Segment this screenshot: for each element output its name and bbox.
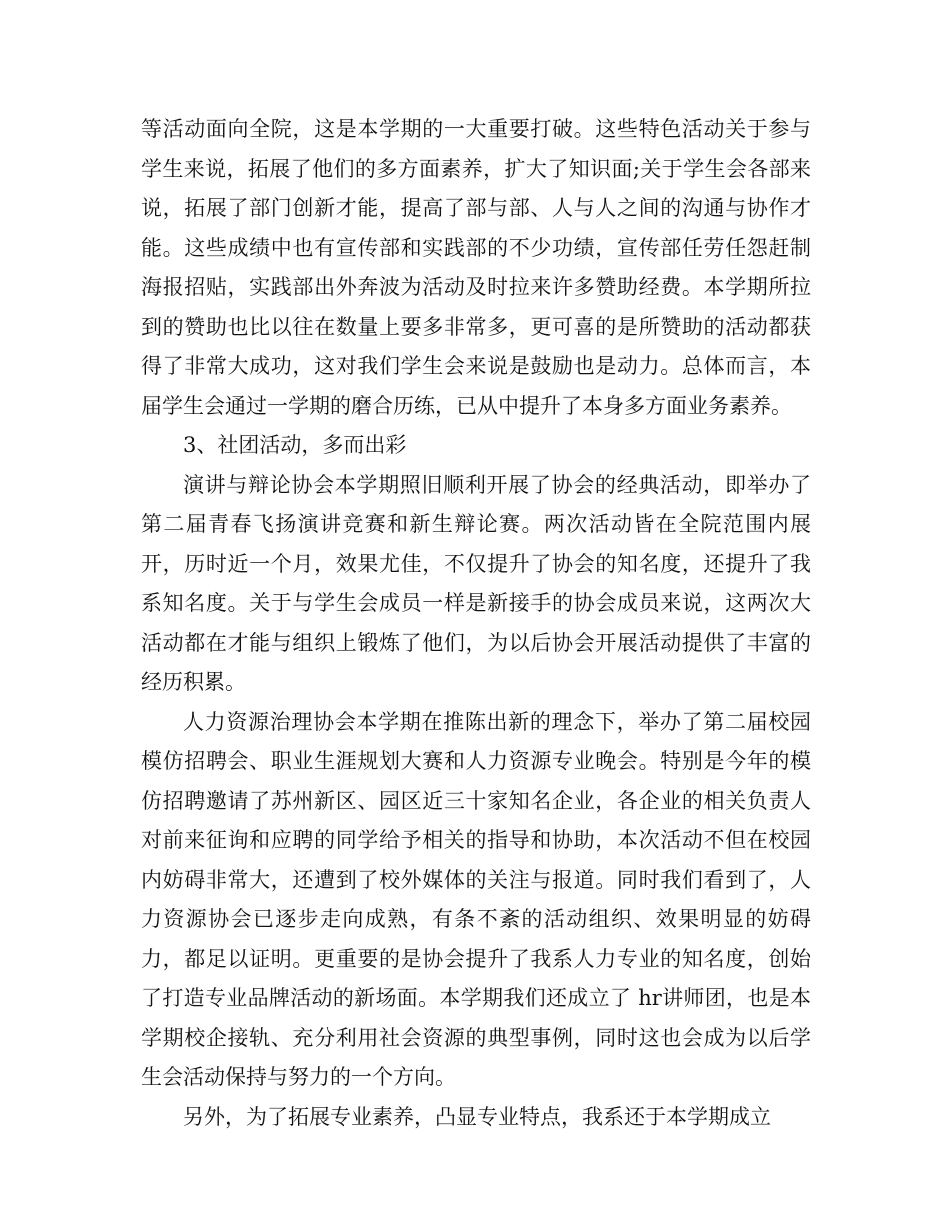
paragraph-intro-continued: 等活动面向全院，这是本学期的一大重要打破。这些特色活动关于参与学生来说，拓展了他们的多方面素养，扩大了知识面;关于学生会各部来说，拓展了部门创新才能，提高了部与部、人与人之间的沟通与协作才能。这些成绩中也有宣传部和实践部的不少功绩，宣传部任劳任怨赶制海报招贴，实践部出外奔波为活动及时拉来许多赞助经费。本学期所拉到的赞助也比以往在数量上要多非常多，更可喜的是所赞助的活动都获得了非常大成功，这对我们学生会来说是鼓励也是动力。总体而言，本届学生会通过一学期的磨合历练，已从中提升了本身多方面业务素养。 <box>141 117 811 418</box>
section-heading-club-activities: 3、社团活动，多而出彩 <box>183 433 407 457</box>
paragraph-additional: 另外，为了拓展专业素养，凸显专业特点，我系还于本学期成立 <box>183 1104 771 1129</box>
paragraph-hr-association: 人力资源治理协会本学期在推陈出新的理念下，举办了第二届校园模仿招聘会、职业生涯规划大赛和人力资源专业晚会。特别是今年的模仿招聘邀请了苏州新区、园区近三十家知名企业，各企业的相关负责人对前来征询和应聘的同学给予相关的指导和协助，本次活动不但在校园内妨碍非常大，还遭到了校外媒体的关注与报道。同时我们看到了，人力资源协会已逐步走向成熟，有条不紊的活动组织、效果明显的妨碍力，都足以证明。更重要的是协会提升了我系人力专业的知名度，创始了打造专业品牌活动的新场面。本学期我们还成立了 hr讲师团，也是本学期校企接轨、充分利用社会资源的典型事例，同时这也会成为以后学生会活动保持与努力的一个方向。 <box>141 709 811 1089</box>
paragraph-speech-debate-association: 演讲与辩论协会本学期照旧顺利开展了协会的经典活动，即举办了第二届青春飞扬演讲竞赛和新生辩论赛。两次活动皆在全院范围内展开，历时近一个月，效果尤佳，不仅提升了协会的知名度，还提升了我系知名度。关于与学生会成员一样是新接手的协会成员来说，这两次大活动都在才能与组织上锻炼了他们，为以后协会开展活动提供了丰富的经历积累。 <box>141 472 811 694</box>
document-body <box>141 110 811 1137</box>
